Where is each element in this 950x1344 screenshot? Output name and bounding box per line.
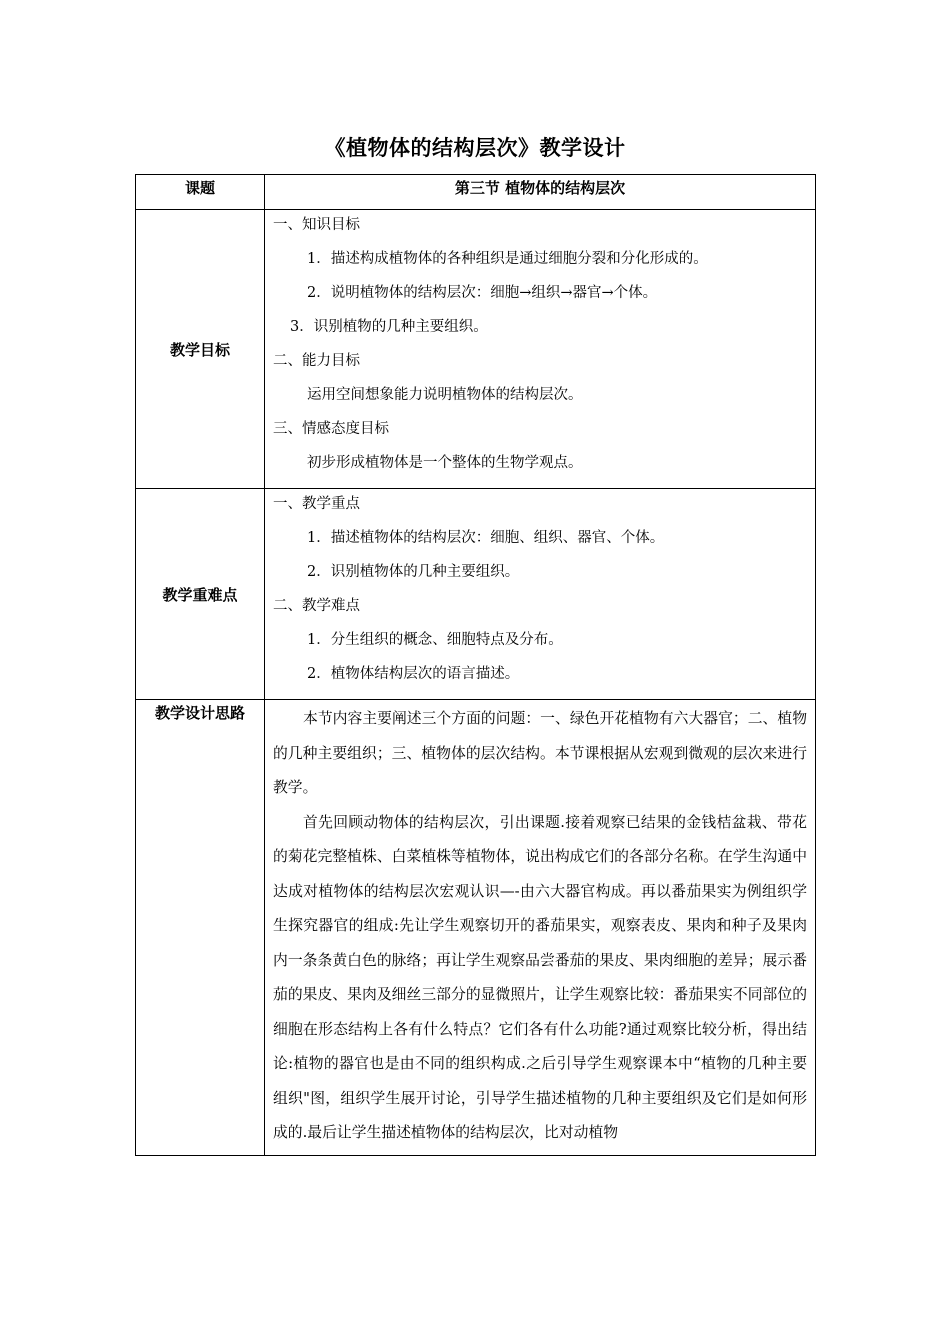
- objectives-content: [265, 210, 816, 489]
- table-row-design: [136, 700, 816, 1156]
- topic-value: 第三节 植物体的结构层次: [265, 175, 816, 210]
- key-points-line: 2．识别植物体的几种主要组织。: [307, 564, 520, 580]
- key-points-line: 2．植物体结构层次的语言描述。: [307, 666, 520, 682]
- objectives-line: 一、知识目标: [273, 217, 360, 233]
- document-title: 《植物体的结构层次》教学设计: [324, 136, 626, 160]
- key-points-content: [265, 489, 816, 700]
- table-row-key-points: [136, 489, 816, 700]
- objectives-line: 2．说明植物体的结构层次：细胞→组织→器官→个体。: [307, 285, 658, 301]
- key-points-line: 二、教学难点: [273, 598, 360, 614]
- objectives-line: 1．描述构成植物体的各种组织是通过细胞分裂和分化形成的。: [307, 251, 708, 267]
- key-points-line: 1．分生组织的概念、细胞特点及分布。: [307, 632, 563, 648]
- key-points-line: 一、教学重点: [273, 496, 360, 512]
- objectives-line: 三、情感态度目标: [273, 421, 389, 437]
- topic-label: 课题: [136, 175, 265, 210]
- objectives-line: 初步形成植物体是一个整体的生物学观点。: [307, 455, 583, 471]
- table-row-topic: [136, 175, 816, 210]
- objectives-line: 二、能力目标: [273, 353, 360, 369]
- design-content: [265, 700, 816, 1156]
- objectives-line: 3．识别植物的几种主要组织。: [290, 319, 488, 335]
- table-row-objectives: [136, 210, 816, 489]
- key-points-label: 教学重难点: [136, 489, 265, 700]
- objectives-label: 教学目标: [136, 210, 265, 489]
- design-label: 教学设计思路: [136, 700, 265, 1156]
- key-points-line: 1．描述植物体的结构层次：细胞、组织、器官、个体。: [307, 530, 665, 546]
- objectives-line: 运用空间想象能力说明植物体的结构层次。: [307, 387, 583, 403]
- lesson-plan-table: [135, 174, 816, 1156]
- design-paragraph: 本节内容主要阐述三个方面的问题：一、绿色开花植物有六大器官；二、植物的几种主要组织；三、植物体的层次结构。本节课根据从宏观到微观的层次来进行教学。: [273, 710, 807, 796]
- design-paragraph: 首先回顾动物体的结构层次，引出课题.接着观察已结果的金钱桔盆栽、带花的菊花完整植株、白菜植株等植物体，说出构成它们的各部分名称。在学生沟通中达成对植物体的结构层次宏观认识—-由六大器官构成。再以番茄果实为例组织学生探究器官的组成:先让学生观察切开的番茄果实，观察表皮、果肉和种子及果肉内一条条黄白色的脉络；再让学生观察品尝番茄的果皮、果肉细胞的差异；展示番茄的果皮、果肉及细丝三部分的显微照片，让学生观察比较：番茄果实不同部位的细胞在形态结构上各有什么特点？它们各有什么功能?通过观察比较分析，得出结论:植物的器官也是由不同的组织构成.之后引导学生观察课本中“植物的几种主要组织"图，组织学生展开讨论，引导学生描述植物的几种主要组织及它们是如何形成的.最后让学生描述植物体的结构层次，比对动植物: [273, 813, 807, 1141]
